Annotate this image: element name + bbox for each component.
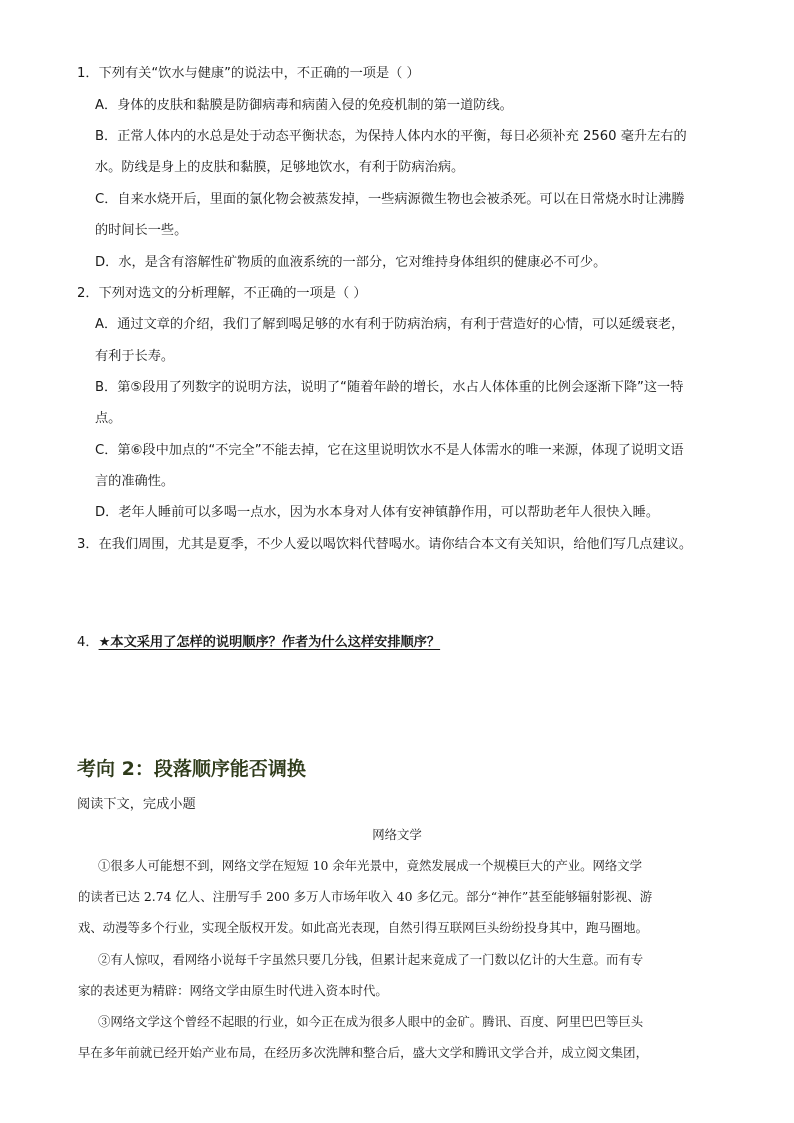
question-4-number: 4． [77, 635, 99, 650]
article-title: 网络文学 [372, 827, 422, 842]
question-4 [77, 634, 440, 652]
question-3-stem: 3．在我们周围，尤其是夏季，不少人爱以喝饮料代替喝水。请你结合本文有关知识，给他们写几点建议。 [77, 537, 693, 552]
question-2-option-c-line2: 言的准确性。 [95, 474, 175, 489]
question-1-option-d: D．水，是含有溶解性矿物质的血液系统的一部分，它对维持身体组织的健康必不可少。 [95, 255, 607, 270]
question-2-option-b-line1: B．第⑤段用了列数字的说明方法，说明了“随着年龄的增长，水占人体体重的比例会逐渐下降”这一特 [95, 380, 684, 395]
question-2-option-a-line1: A．通过文章的介绍，我们了解到喝足够的水有利于防病治病，有利于营造好的心情，可以延缓衰老， [95, 317, 685, 332]
article-paragraph-3-line2: 早在多年前就已经开始产业布局，在经历多次洗牌和整合后，盛大文学和腾讯文学合并，成立阅文集团， [78, 1045, 648, 1060]
question-1-option-c-line2: 的时间长一些。 [95, 223, 188, 238]
question-1-option-b-line2: 水。防线是身上的皮肤和黏膜，足够地饮水，有利于防病治病。 [95, 160, 465, 175]
reading-instruction: 阅读下文，完成小题 [77, 797, 196, 812]
article-paragraph-3-line1: ③网络文学这个曾经不起眼的行业，如今正在成为很多人眼中的金矿。腾讯、百度、阿里巴巴等巨头 [98, 1014, 644, 1029]
article-paragraph-1-line1: ①很多人可能想不到，网络文学在短短 10 余年光景中，竟然发展成一个规模巨大的产业。网络文学 [98, 858, 643, 873]
article-paragraph-2-line1: ②有人惊叹，看网络小说每千字虽然只要几分钱，但累计起来竟成了一门数以亿计的大生意。而有专 [98, 952, 644, 967]
question-1-option-a: A．身体的皮肤和黏膜是防御病毒和病菌入侵的免疫机制的第一道防线。 [95, 98, 513, 113]
section-heading: 考向 2：段落顺序能否调换 [77, 758, 306, 780]
article-paragraph-1-line3: 戏、动漫等多个行业，实现全版权开发。如此高光表现，自然引得互联网巨头纷纷投身其中，跑马圈地。 [78, 920, 648, 935]
question-2-stem: 2．下列对选文的分析理解，不正确的一项是（ ） [77, 286, 367, 301]
question-2-option-a-line2: 有利于长寿。 [95, 349, 175, 364]
question-1-stem: 1．下列有关“饮水与健康”的说法中，不正确的一项是（ ） [77, 66, 420, 81]
question-4-stem: ★本文采用了怎样的说明顺序？作者为什么这样安排顺序？ [98, 635, 441, 650]
question-2-option-d: D．老年人睡前可以多喝一点水，因为水本身对人体有安神镇静作用，可以帮助老年人很快入睡。 [95, 505, 660, 520]
question-1-option-c-line1: C．自来水烧开后，里面的氯化物会被蒸发掉，一些病源微生物也会被杀死。可以在日常烧水时让沸腾 [95, 192, 685, 207]
article-paragraph-1-line2: 的读者已达 2.74 亿人、注册写手 200 多万人市场年收入 40 多亿元。部分“神作”甚至能够辐射影视、游 [78, 889, 653, 904]
question-1-option-b-line1: B．正常人体内的水总是处于动态平衡状态，为保持人体内水的平衡，每日必须补充 2560 毫升左右的 [95, 129, 687, 144]
article-paragraph-2-line2: 家的表述更为精辟：网络文学由原生时代进入资本时代。 [78, 983, 388, 998]
question-2-option-b-line2: 点。 [95, 411, 122, 426]
question-2-option-c-line1: C．第⑥段中加点的“不完全”不能去掉，它在这里说明饮水不是人体需水的唯一来源，体现了说明文语 [95, 443, 684, 458]
